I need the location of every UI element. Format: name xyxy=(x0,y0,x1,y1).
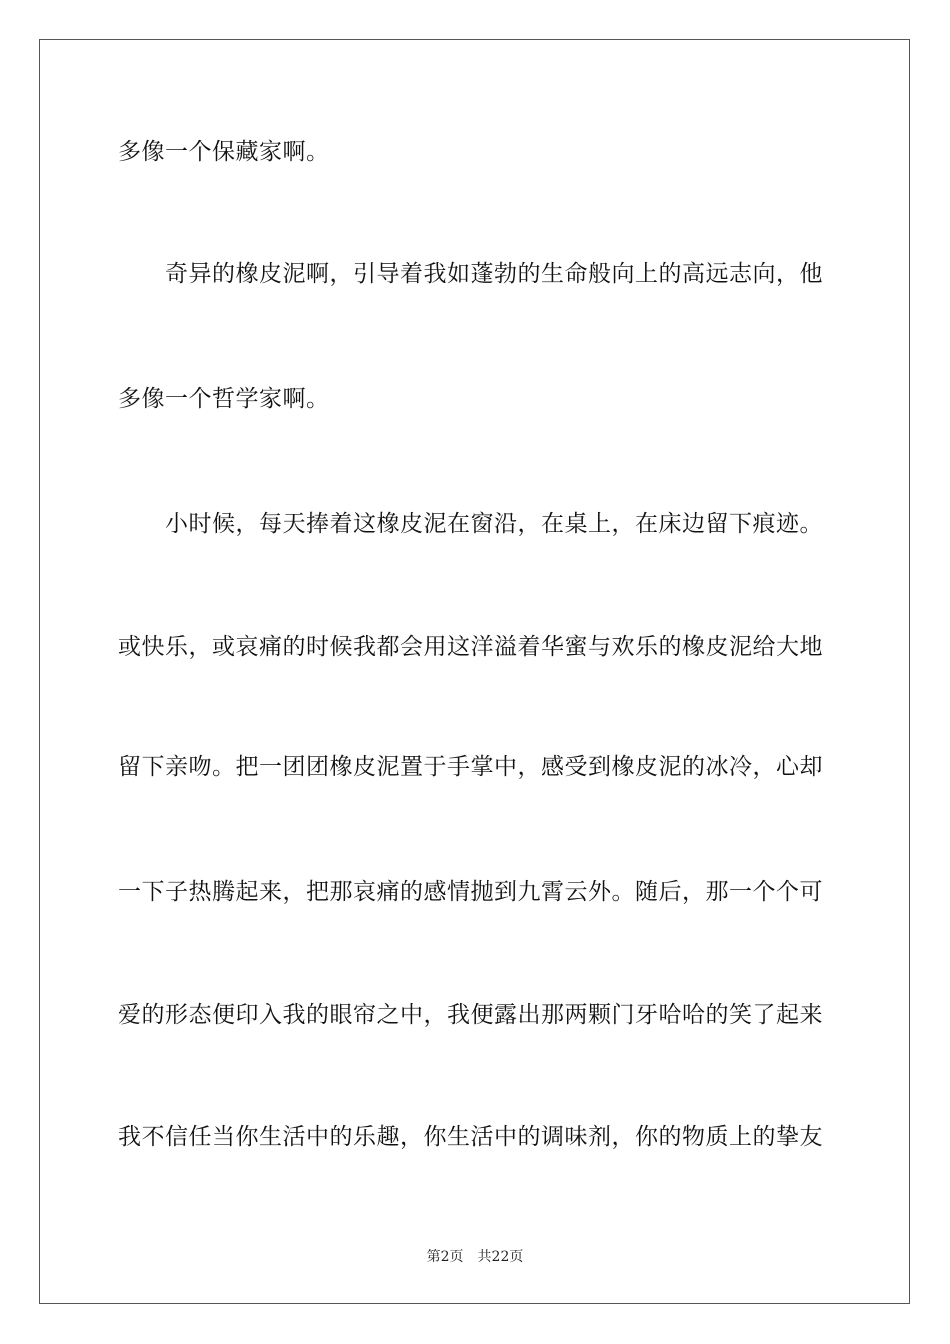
text-line-9: 我不信任当你生活中的乐趣，你生活中的调味剂，你的物质上的挚友 xyxy=(118,1124,823,1150)
page-number: 第2页 xyxy=(426,1249,464,1265)
text-line-1: 多像一个保藏家啊。 xyxy=(118,139,330,165)
text-line-6: 留下亲吻。把一团团橡皮泥置于手掌中，感受到橡皮泥的冰冷，心却 xyxy=(118,754,823,780)
paragraph-start-line: 奇异的橡皮泥啊，引导着我如蓬勃的生命般向上的高远志向，他 xyxy=(165,261,823,287)
page-footer xyxy=(0,1248,950,1266)
page-frame xyxy=(39,39,910,1304)
paragraph-start-line: 小时候，每天捧着这橡皮泥在窗沿，在桌上，在床边留下痕迹。 xyxy=(165,511,823,537)
text-line-5: 或快乐，或哀痛的时候我都会用这洋溢着华蜜与欢乐的橡皮泥给大地 xyxy=(118,634,823,660)
text-line-8: 爱的形态便印入我的眼帘之中，我便露出那两颗门牙哈哈的笑了起来 xyxy=(118,1002,823,1028)
text-line-7: 一下子热腾起来，把那哀痛的感情抛到九霄云外。随后，那一个个可 xyxy=(118,879,823,905)
total-pages: 共22页 xyxy=(477,1249,524,1265)
text-line-3: 多像一个哲学家啊。 xyxy=(118,386,330,412)
